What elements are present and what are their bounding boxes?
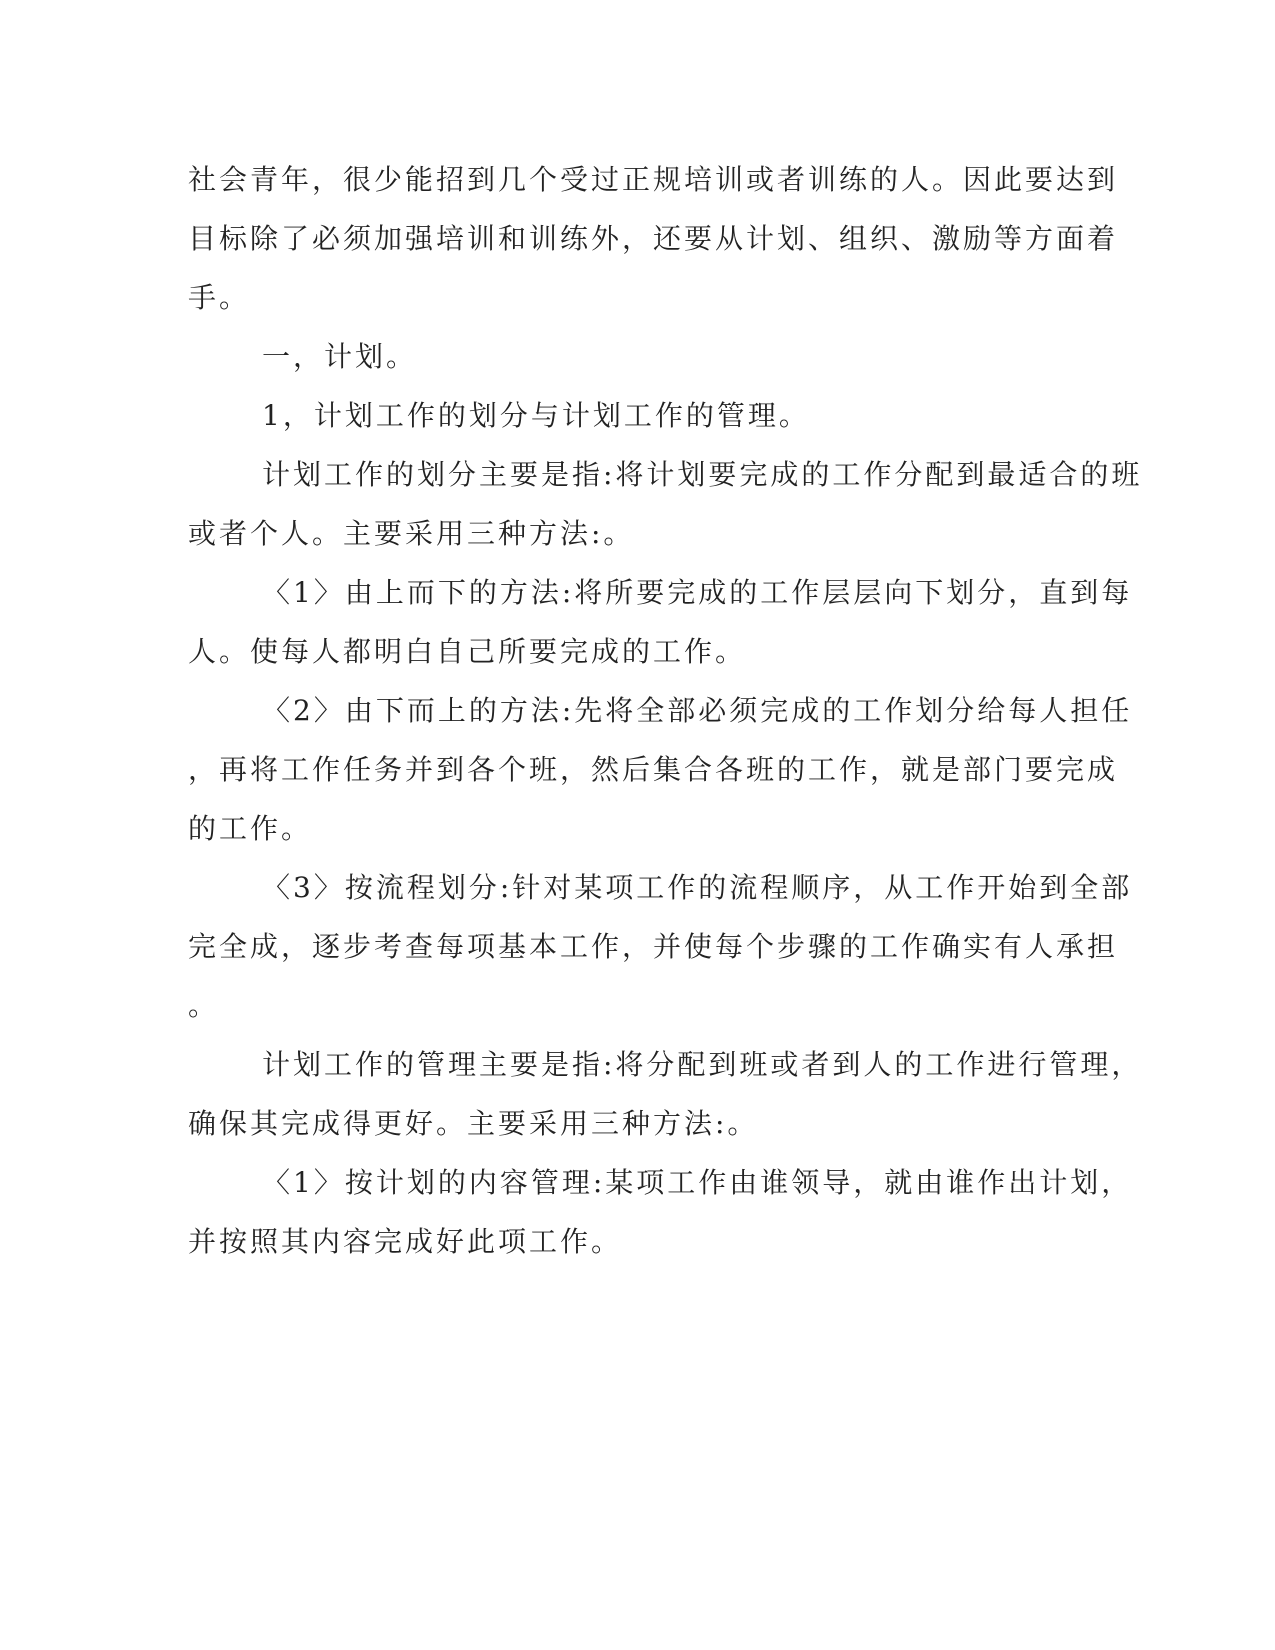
list-item: 〈2〉由下而上的方法:先将全部必须完成的工作划分给每人担任 [262, 694, 1133, 727]
section-heading: 一，计划。 [262, 340, 418, 373]
text-line: 完全成，逐步考查每项基本工作，并使每个步骤的工作确实有人承担 [188, 930, 1119, 963]
text-line: 目标除了必须加强培训和训练外，还要从计划、组织、激励等方面着 [188, 222, 1119, 255]
subsection-heading: 1，计划工作的划分与计划工作的管理。 [262, 399, 810, 432]
list-item: 〈3〉按流程划分:针对某项工作的流程顺序，从工作开始到全部 [262, 871, 1133, 904]
text-line: 人。使每人都明白自己所要完成的工作。 [188, 635, 747, 668]
text-line: 计划工作的管理主要是指:将分配到班或者到人的工作进行管理， [262, 1048, 1143, 1081]
list-item: 〈1〉按计划的内容管理:某项工作由谁领导，就由谁作出计划， [262, 1166, 1133, 1199]
list-item: 〈1〉由上而下的方法:将所要完成的工作层层向下划分，直到每 [262, 576, 1133, 609]
text-line: 或者个人。主要采用三种方法:。 [188, 517, 635, 550]
text-line: 并按照其内容完成好此项工作。 [188, 1225, 623, 1258]
text-line: ，再将工作任务并到各个班，然后集合各班的工作，就是部门要完成 [188, 753, 1119, 786]
text-line: 社会青年，很少能招到几个受过正规培训或者训练的人。因此要达到 [188, 163, 1119, 196]
text-line: 确保其完成得更好。主要采用三种方法:。 [188, 1107, 759, 1140]
text-line: 。 [188, 989, 220, 1022]
text-line: 的工作。 [188, 812, 313, 845]
text-line: 计划工作的划分主要是指:将计划要完成的工作分配到最适合的班 [262, 458, 1143, 491]
text-line: 手。 [188, 281, 251, 314]
